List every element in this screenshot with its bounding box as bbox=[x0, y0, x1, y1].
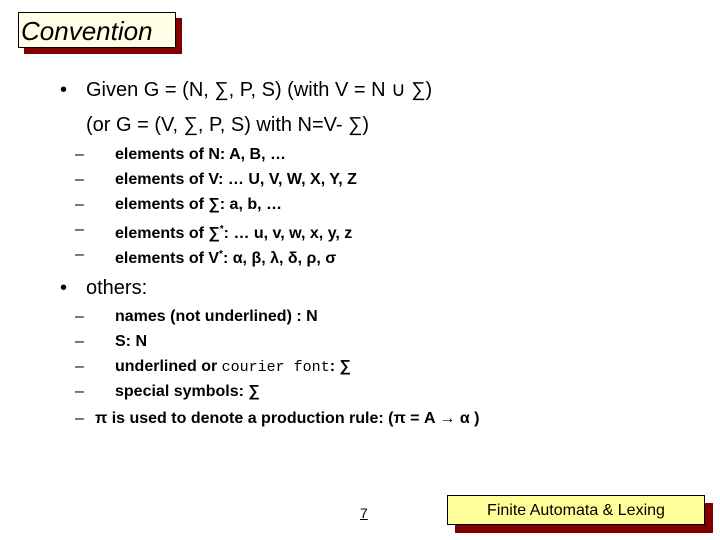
courier-font-sample: courier font bbox=[221, 359, 330, 376]
bullet-2-line-1: others: bbox=[86, 277, 148, 299]
footer-box bbox=[447, 495, 717, 535]
dash-marker: – bbox=[75, 246, 84, 263]
sub-item-text-post: : ∑ bbox=[329, 358, 351, 375]
footer-frame bbox=[447, 495, 705, 525]
dash-marker: – bbox=[75, 358, 84, 375]
sub-item-text: elements of V: … U, V, W, X, Y, Z bbox=[115, 171, 357, 188]
sub-item-text bbox=[115, 220, 352, 244]
slide-title-box bbox=[18, 12, 194, 56]
dash-marker: – bbox=[75, 196, 84, 213]
kleene-star: * bbox=[219, 249, 223, 260]
dash-marker: – bbox=[75, 383, 84, 400]
sub-item-text-post: : α, β, λ, δ, ρ, σ bbox=[222, 250, 337, 267]
footer-title: Finite Automata & Lexing bbox=[487, 502, 665, 519]
bullet-marker: • bbox=[60, 277, 68, 299]
dash-marker: – bbox=[75, 410, 84, 427]
sub-item-text bbox=[115, 245, 336, 269]
sub-item-text bbox=[115, 357, 351, 378]
dash-marker: – bbox=[75, 146, 84, 163]
dash-marker: – bbox=[75, 171, 84, 188]
bullet-marker: • bbox=[60, 79, 68, 101]
page-number: 7 bbox=[360, 505, 368, 521]
slide-title: Convention bbox=[21, 16, 153, 46]
bullet-1-line-1: Given G = (N, ∑, P, S) (with V = N ∪ ∑) bbox=[86, 79, 433, 101]
sub-item-text-pre: elements of ∑ bbox=[115, 225, 220, 242]
title-frame bbox=[18, 12, 176, 48]
sub-item-text: S: N bbox=[115, 333, 147, 350]
dash-marker: – bbox=[75, 221, 84, 238]
sub-item-text-pre: elements of V bbox=[115, 250, 220, 267]
dash-marker: – bbox=[75, 333, 84, 350]
sub-item-text: elements of N: A, B, … bbox=[115, 146, 286, 163]
sub-item-text: elements of ∑: a, b, … bbox=[115, 196, 282, 213]
bullet-1-line-2: (or G = (V, ∑, P, S) with N=V- ∑) bbox=[86, 114, 370, 136]
kleene-star: * bbox=[219, 224, 224, 235]
sub-item-text-post: : … u, v, w, x, y, z bbox=[223, 225, 353, 242]
dash-marker: – bbox=[75, 308, 84, 325]
sub-item-text: π is used to denote a production rule: (π = A → α ) bbox=[95, 410, 480, 427]
sub-item-text-pre: underlined or bbox=[115, 358, 222, 375]
sub-item-text: special symbols: ∑ bbox=[115, 383, 260, 400]
sub-item-text: names (not underlined) : N bbox=[115, 308, 318, 325]
bullet-1-continuation bbox=[86, 113, 369, 137]
